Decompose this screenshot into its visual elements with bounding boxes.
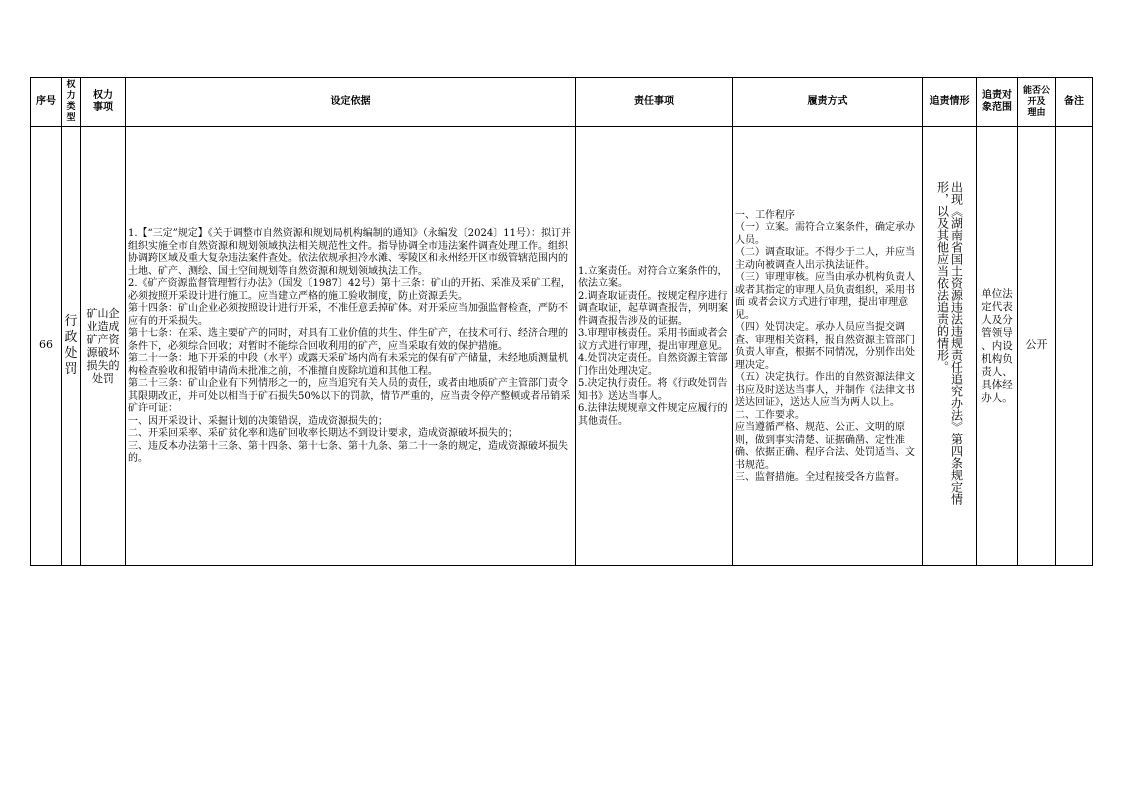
header-public: 能否公 开及 理由 [1018, 78, 1056, 127]
header-target: 追责对 象范围 [977, 78, 1018, 127]
power-type-cell [62, 127, 81, 566]
power-type: 行 政 处 罚 [64, 314, 78, 377]
remark-cell [1056, 127, 1093, 566]
header-legal-basis: 设定依据 [126, 78, 576, 127]
responsibility-text: 1.立案责任。对符合立案条件的，依法立案。 2.调查取证责任。按规定程序进行调查取证，起草调查报告，列明案件调查报告涉及的证据。 3.审理审核责任。采用书面或者会议方式进行审理，提出审理意见。 4.处罚决定责任。自然资源主管部门作出处理决定。 5.决定执行责任。将《行政处罚告知书》送达当事人。 6.法律法规规章文件规定应履行的其他责任。 [578, 265, 728, 427]
header-responsibility: 责任事项 [576, 78, 733, 127]
power-list-table [30, 77, 1093, 566]
header-method: 履责方式 [733, 78, 923, 127]
accountability-cell [923, 127, 977, 566]
header-power-item: 权力 事项 [81, 78, 126, 127]
power-item-cell [81, 127, 126, 566]
table-row [31, 127, 1093, 566]
power-item: 矿山企 业造成 矿产资 源破坏 损失的 处罚 [86, 307, 120, 385]
target-text: 单位法 定代表 人及分 管领导 、内设 机构负 责人、 具体经 办人。 [981, 287, 1013, 404]
public-cell [1018, 127, 1056, 566]
method-cell [733, 127, 923, 566]
header-row [31, 78, 1093, 127]
header-remark: 备注 [1056, 78, 1093, 127]
legal-basis-cell [126, 127, 576, 566]
target-cell [977, 127, 1018, 566]
header-no: 序号 [31, 78, 62, 127]
method-text: 一、工作程序 （一）立案。需符合立案条件，确定承办人员。 （二）调查取证。不得少于二人，并应当主动向被调查人出示执法证件。 （三）审理审核。应当由承办机构负责人或者其指定的审理人员负责组织，采用书面 或者会议方式进行审理，提出审理意见。 （四）处罚决定。承办人员应当提交调查、审理相关资料，报自然资源主管部门负责人审查，根据不同情况，分别作出处理决定。 （五）决定执行。作出的自然资源法律文书应及时送达当事人，并制作《法律文书送达回证》，送达人应当为两人以上。 二、工作要求。 应当遵循严格、规范、公正、文明的原则，做到事实清楚、证据确凿、定性准确、依据正确、程序合法、处罚适当、文书规范。 三、监督措施。全过程接受各方监督。 [735, 209, 915, 483]
header-power-type: 权 力 类 型 [62, 78, 81, 127]
responsibility-cell [576, 127, 733, 566]
header-accountability: 追责情形 [923, 78, 977, 127]
legal-basis-text: 1.【“三定”规定】《关于调整市自然资源和规划局机构编制的通知》（永编发〔2024〕11号）：拟订并组织实施全市自然资源和规划领域执法相关规范性文件。指导协调全市违法案件调查处理工作。组织协调跨区域及重大复杂违法案件查处。依法依规承担冷水滩、零陵区和永州经开区市级管辖范围内的土地、矿产、测绘、国土空间规划等自然资源和规划领域执法工作。 2.《矿产资源监督管理暂行办法》（国发〔1987〕42号）第十三条：矿山的开拓、采准及采矿工程，必须按照开采设计进行施工。应当建立严格的施工验收制度，防止资源丢失。 第十四条：矿山企业必须按照设计进行开采，不准任意丢掉矿体。对开采应当加强监督检查，严防不应有的开采损失。 第十七条：在采、选主要矿产的同时，对具有工业价值的共生、伴生矿产，在技术可行、经济合理的条件下，必须综合回收；对暂时不能综合回收利用的矿产，应当采取有效的保护措施。 第二十一条：地下开采的中段（水平）或露天采矿场内尚有未采完的保有矿产储量，未经地质测量机构检查验收和报销申请尚未批准之前，不准擅自废除坑道和其他工程。 第二十三条：矿山企业有下列情形之一的，应当追究有关人员的责任，或者由地质矿产主管部门责令其限期改正，并可处以相当于矿石损失50%以下的罚款，情节严重的，应当责令停产整顿或者吊销采矿许可证： 一、因开采设计、采掘计划的决策错误，造成资源损失的； 二、开采回采率、采矿贫化率和选矿回收率长期达不到设计要求，造成资源破坏损失的； 三、违反本办法第十三条、第十四条、第十七条、第十九条、第二十一条的规定，造成资源破坏损失的。 [128, 228, 571, 465]
public-text: 公开 [1025, 338, 1048, 352]
row-number: 66 [31, 127, 62, 566]
accountability-text: 出现《湖南省国土资源违法违规责任追究办法》第四条规定情形，以及其他应当依法追责的情形。 [935, 181, 964, 505]
